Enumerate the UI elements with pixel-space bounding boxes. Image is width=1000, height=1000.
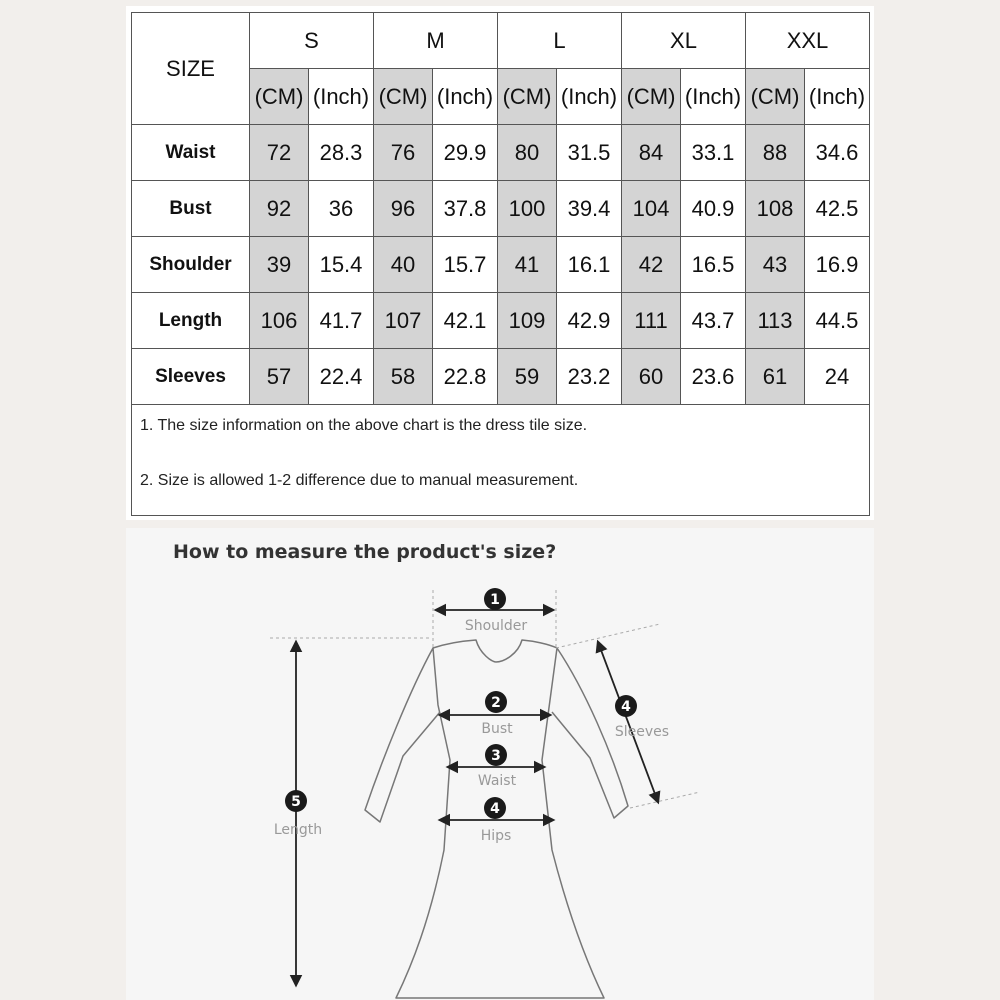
marker-shoulder [465, 588, 528, 634]
value-cell-inch: 16.5 [681, 237, 746, 293]
value-cell-inch: 39.4 [557, 181, 622, 237]
unit-header-inch: (Inch) [309, 69, 374, 125]
value-cell-inch: 31.5 [557, 125, 622, 181]
value-cell-inch: 28.3 [309, 125, 374, 181]
value-cell-cm: 72 [250, 125, 309, 181]
marker-number: 2 [491, 695, 501, 711]
unit-header-cm: (CM) [250, 69, 309, 125]
unit-header-cm: (CM) [498, 69, 557, 125]
unit-header-inch: (Inch) [805, 69, 870, 125]
unit-header-inch: (Inch) [681, 69, 746, 125]
value-cell-cm: 111 [622, 293, 681, 349]
value-cell-inch: 15.7 [433, 237, 498, 293]
value-cell-cm: 96 [374, 181, 433, 237]
value-cell-inch: 23.2 [557, 349, 622, 405]
value-cell-inch: 22.4 [309, 349, 374, 405]
value-cell-cm: 76 [374, 125, 433, 181]
value-cell-inch: 29.9 [433, 125, 498, 181]
value-cell-cm: 84 [622, 125, 681, 181]
marker-bust [481, 691, 513, 737]
value-cell-cm: 107 [374, 293, 433, 349]
value-cell-inch: 37.8 [433, 181, 498, 237]
value-cell-cm: 39 [250, 237, 309, 293]
value-cell-cm: 40 [374, 237, 433, 293]
value-cell-inch: 40.9 [681, 181, 746, 237]
value-cell-cm: 104 [622, 181, 681, 237]
unit-header-inch: (Inch) [557, 69, 622, 125]
value-cell-inch: 15.4 [309, 237, 374, 293]
value-cell-inch: 16.1 [557, 237, 622, 293]
value-cell-cm: 80 [498, 125, 557, 181]
value-cell-cm: 108 [746, 181, 805, 237]
value-cell-cm: 42 [622, 237, 681, 293]
value-cell-cm: 113 [746, 293, 805, 349]
value-cell-inch: 24 [805, 349, 870, 405]
row-label: Bust [132, 181, 250, 237]
length-label: Length [273, 822, 323, 838]
value-cell-cm: 61 [746, 349, 805, 405]
row-label: Length [132, 293, 250, 349]
value-cell-inch: 22.8 [433, 349, 498, 405]
marker-number: 3 [491, 748, 501, 764]
size-column-header: L [498, 13, 622, 69]
marker-number: 4 [621, 699, 631, 715]
marker-number: 5 [291, 794, 301, 810]
row-label: Sleeves [132, 349, 250, 405]
marker-number: 1 [490, 592, 500, 608]
sleeves-label: Sleeves [614, 724, 670, 740]
value-cell-cm: 59 [498, 349, 557, 405]
size-column-header: S [250, 13, 374, 69]
value-cell-cm: 109 [498, 293, 557, 349]
measure-arrows [296, 610, 658, 985]
value-cell-cm: 58 [374, 349, 433, 405]
unit-header-cm: (CM) [374, 69, 433, 125]
size-column-header: XL [622, 13, 746, 69]
waist-label: Waist [477, 773, 517, 789]
value-cell-cm: 100 [498, 181, 557, 237]
value-cell-inch: 43.7 [681, 293, 746, 349]
value-cell-inch: 42.1 [433, 293, 498, 349]
shoulder-label: Shoulder [464, 618, 528, 634]
value-cell-inch: 42.9 [557, 293, 622, 349]
value-cell-cm: 60 [622, 349, 681, 405]
value-cell-cm: 92 [250, 181, 309, 237]
note-text: 1. The size information on the above chart is the dress tile size. [140, 417, 588, 434]
value-cell-inch: 42.5 [805, 181, 870, 237]
sleeves-arrow [598, 642, 658, 802]
unit-header-cm: (CM) [622, 69, 681, 125]
value-cell-inch: 44.5 [805, 293, 870, 349]
unit-header-inch: (Inch) [433, 69, 498, 125]
value-cell-inch: 23.6 [681, 349, 746, 405]
value-cell-cm: 43 [746, 237, 805, 293]
value-cell-cm: 57 [250, 349, 309, 405]
size-header-cell: SIZE [132, 13, 250, 125]
marker-sleeves [615, 695, 669, 740]
unit-header-cm: (CM) [746, 69, 805, 125]
measure-guide-title: How to measure the product's size? [173, 541, 557, 563]
value-cell-inch: 36 [309, 181, 374, 237]
size-column-header: M [374, 13, 498, 69]
value-cell-cm: 106 [250, 293, 309, 349]
value-cell-inch: 41.7 [309, 293, 374, 349]
size-column-header: XXL [746, 13, 870, 69]
value-cell-inch: 34.6 [805, 125, 870, 181]
hips-label: Hips [480, 828, 512, 844]
value-cell-inch: 16.9 [805, 237, 870, 293]
value-cell-cm: 88 [746, 125, 805, 181]
marker-length [274, 790, 322, 838]
value-cell-inch: 33.1 [681, 125, 746, 181]
note-text: 2. Size is allowed 1-2 difference due to manual measurement. [140, 472, 579, 489]
marker-number: 4 [490, 801, 500, 817]
bust-label: Bust [481, 721, 513, 737]
value-cell-cm: 41 [498, 237, 557, 293]
row-label: Waist [132, 125, 250, 181]
row-label: Shoulder [132, 237, 250, 293]
